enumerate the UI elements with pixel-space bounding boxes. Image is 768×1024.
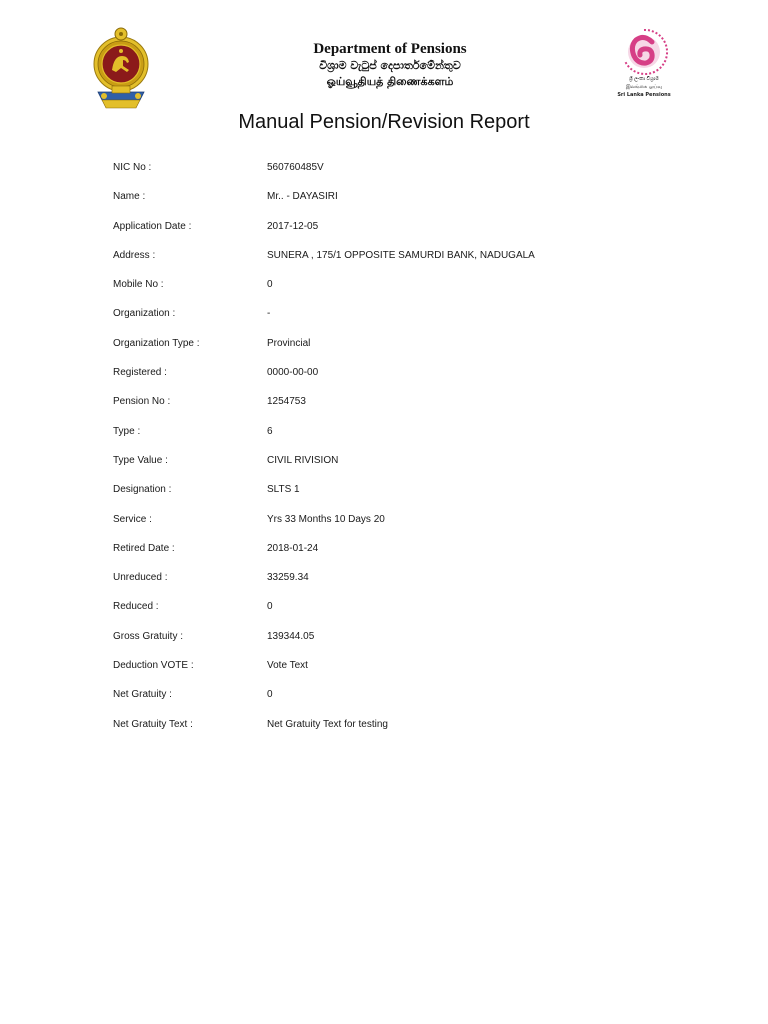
field-label: Registered : [113, 367, 167, 379]
field-row-registered [113, 363, 673, 392]
field-value: 560760485V [267, 162, 324, 173]
field-row-deduction-vote [113, 656, 673, 685]
department-header [250, 40, 530, 90]
logo-line-sinhala: ශ්‍රී ලංකා විශ්‍රාම [629, 76, 659, 82]
field-value: 1254753 [267, 396, 306, 408]
field-label: Name : [113, 191, 146, 203]
field-value: SLTS 1 [267, 484, 300, 496]
field-label: Designation : [113, 484, 172, 496]
field-label: Type : [113, 425, 141, 437]
logo-line-tamil: இலங்கை ஓய்வு [625, 84, 663, 90]
field-value: 33259.34 [267, 572, 309, 584]
field-label: Address : [113, 249, 156, 261]
field-value: SUNERA , 175/1 OPPOSITE SAMURDI BANK, NADUGALA [267, 249, 535, 261]
field-row-application-date [113, 217, 673, 246]
field-row-reduced [113, 597, 673, 626]
field-label: Organization Type : [113, 337, 200, 349]
field-row-mobile [113, 275, 673, 304]
report-title: Manual Pension/Revision Report [238, 111, 530, 133]
field-row-address [113, 246, 673, 275]
field-row-retired-date [113, 539, 673, 568]
field-value: 2018-01-24 [267, 542, 319, 554]
field-value: 0 [267, 279, 273, 291]
logo-line-english: Sri Lanka Pensions [617, 92, 671, 98]
field-label: Deduction VOTE : [113, 660, 194, 672]
field-row-organization [113, 304, 673, 333]
field-label: Mobile No : [113, 279, 164, 291]
field-value: 139344.05 [267, 630, 315, 642]
field-label: Gross Gratuity : [113, 630, 184, 642]
field-label: Organization : [113, 308, 176, 320]
field-value: 0 [267, 689, 273, 701]
field-value: Net Gratuity Text for testing [267, 718, 388, 730]
field-row-service [113, 510, 673, 539]
field-value: CIVIL RIVISION [267, 454, 339, 466]
field-row-organization-type [113, 334, 673, 363]
field-row-pension-no [113, 392, 673, 421]
field-label: NIC No : [113, 162, 152, 173]
field-label: Retired Date : [113, 542, 175, 554]
field-value: Yrs 33 Months 10 Days 20 [267, 513, 385, 525]
field-row-net-gratuity-text [113, 715, 673, 744]
field-row-unreduced [113, 568, 673, 597]
field-row-designation [113, 480, 673, 509]
field-label: Unreduced : [113, 572, 168, 584]
field-value: Provincial [267, 337, 311, 349]
field-label: Service : [113, 513, 152, 525]
report-fields [113, 158, 673, 744]
field-value: 0 [267, 601, 273, 613]
field-value: Vote Text [267, 660, 308, 672]
department-name-tamil: ஓய்வூதியத் திணைக்களம் [326, 75, 454, 88]
field-label: Net Gratuity Text : [113, 718, 193, 730]
field-value: - [267, 308, 271, 320]
department-name-english: Department of Pensions [313, 41, 467, 57]
field-row-type-value [113, 451, 673, 480]
field-value: 6 [267, 425, 273, 437]
department-name-sinhala: විශ්‍රාම වැටුප් දෙපාර්තමේන්තුව [319, 59, 461, 72]
field-value: Mr.. - DAYASIRI [267, 191, 338, 203]
pensions-logo-icon [616, 26, 672, 110]
field-label: Type Value : [113, 454, 168, 466]
field-label: Reduced : [113, 601, 159, 613]
field-label: Pension No : [113, 396, 171, 408]
field-label: Net Gratuity : [113, 689, 172, 701]
field-row-nic [113, 158, 673, 187]
field-row-name [113, 187, 673, 216]
field-label: Application Date : [113, 220, 192, 232]
field-row-net-gratuity [113, 685, 673, 714]
field-row-gross-gratuity [113, 627, 673, 656]
field-value: 2017-12-05 [267, 220, 319, 232]
field-value: 0000-00-00 [267, 367, 319, 379]
national-emblem-icon [92, 26, 150, 110]
field-row-type [113, 422, 673, 451]
